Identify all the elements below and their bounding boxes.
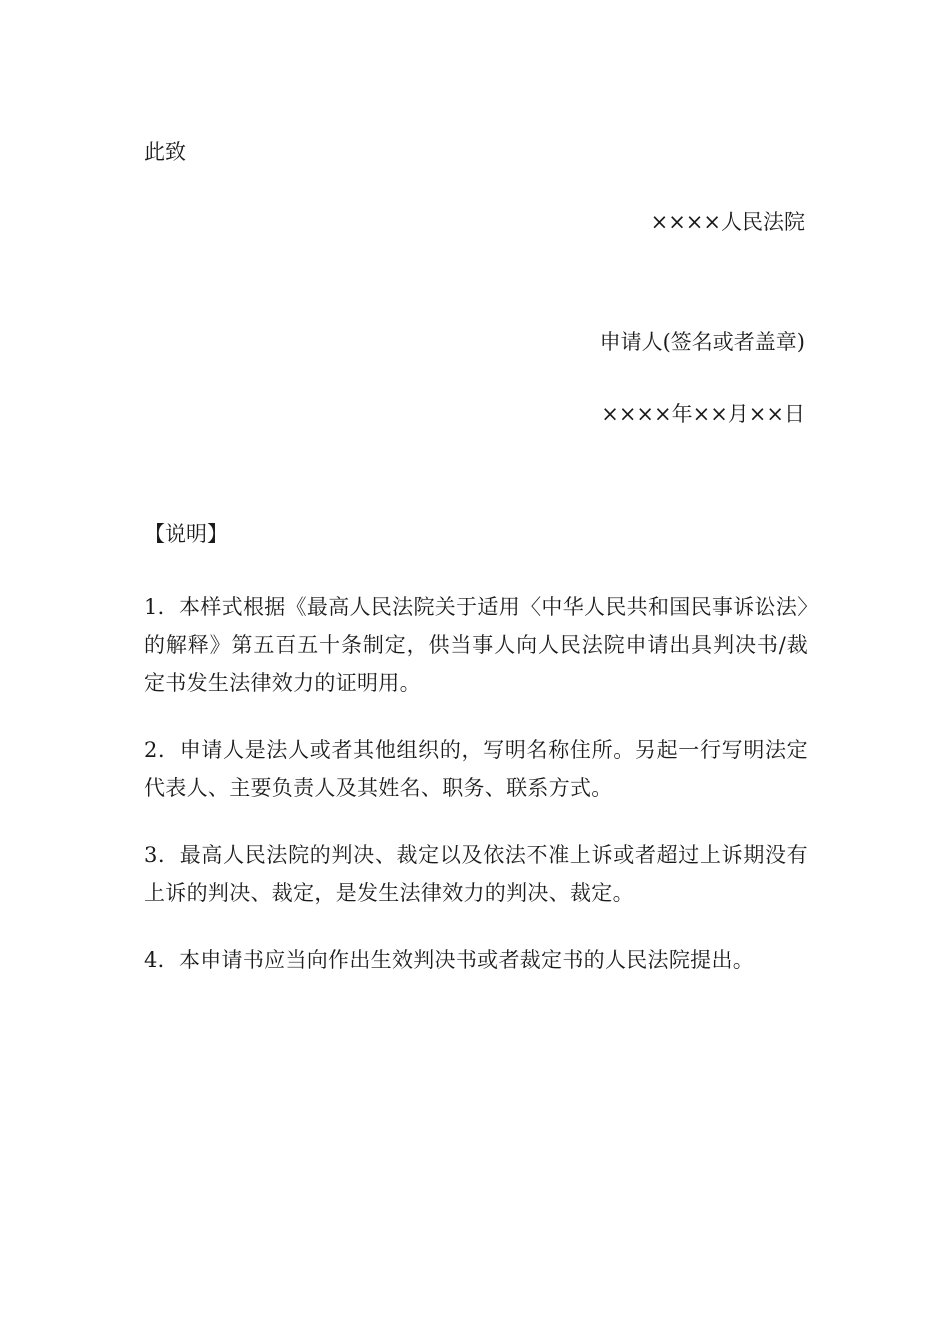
court-name: ××××人民法院 [650,210,805,234]
explanation-item-2: 2．申请人是法人或者其他组织的，写明名称住所。另起一行写明法定代表人、主要负责人及其姓名、职务、联系方式。 [144,738,808,800]
explanation-item-3: 3．最高人民法院的判决、裁定以及依法不准上诉或者超过上诉期没有上诉的判决、裁定，是发生法律效力的判决、裁定。 [144,843,808,905]
explanation-item-4: 4．本申请书应当向作出生效判决书或者裁定书的人民法院提出。 [144,948,755,972]
explanation-item-1: 1．本样式根据《最高人民法院关于适用〈中华人民共和国民事诉讼法〉的解释》第五百五十条制定，供当事人向人民法院申请出具判决书/裁定书发生法律效力的证明用。 [144,595,808,695]
explanation-heading: 【说明】 [144,522,228,546]
salutation: 此致 [144,140,186,164]
date-line: ××××年××月××日 [601,402,805,426]
explanation-list [144,588,808,1008]
applicant-signature: 申请人(签名或者盖章) [599,330,805,354]
